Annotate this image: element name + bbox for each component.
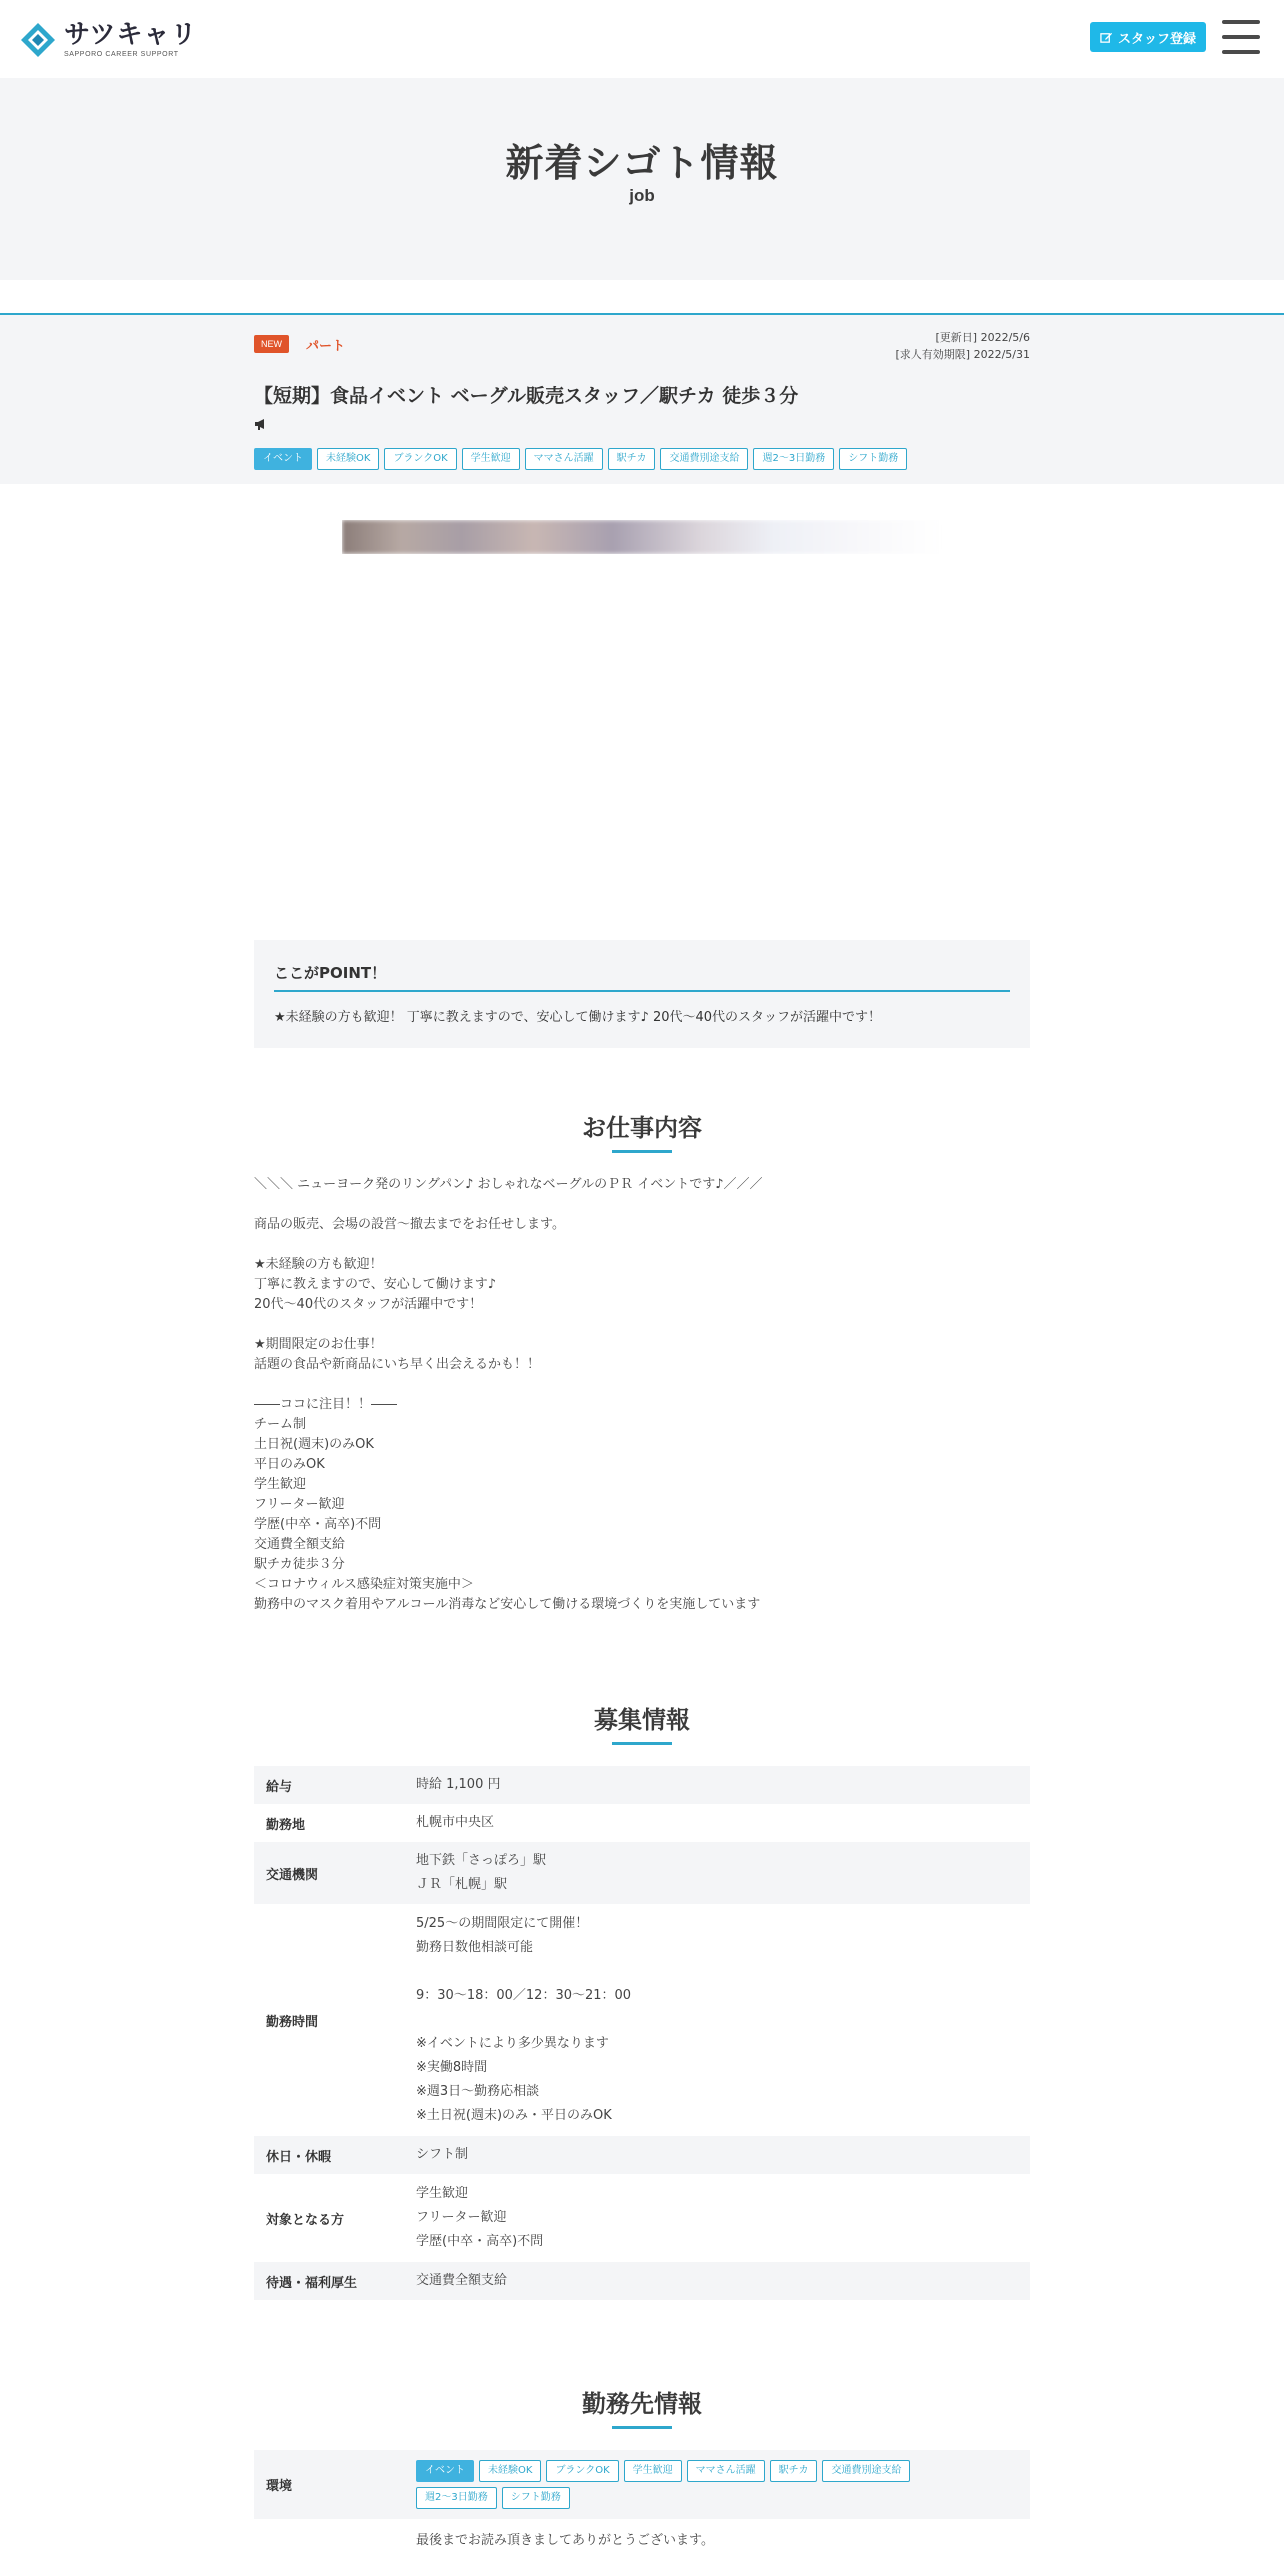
workplace-heading: 勤務先情報 bbox=[582, 2390, 702, 2418]
job-tag[interactable]: ブランクOK bbox=[384, 448, 456, 470]
recruit-row-label: 給与 bbox=[254, 1766, 412, 1804]
recruit-row-value: 札幌市中央区 bbox=[416, 1815, 495, 1830]
recruit-row bbox=[254, 2174, 1030, 2262]
expiry-date: [求人有効期限] 2022/5/31 bbox=[895, 348, 1030, 361]
megaphone-icon bbox=[254, 417, 268, 431]
job-tag[interactable]: 未経験OK bbox=[317, 448, 379, 470]
recruit-row-value: 交通費全額支給 bbox=[412, 2262, 1030, 2300]
recruit-row-value: 時給 1,100 円 bbox=[412, 1766, 1030, 1804]
recruit-row-label: 休日・休暇 bbox=[254, 2136, 412, 2174]
env-tag[interactable]: 未経験OK bbox=[479, 2460, 541, 2482]
staff-register-label: スタッフ登録 bbox=[1117, 31, 1196, 47]
recruit-row bbox=[254, 2136, 1030, 2174]
recruit-row bbox=[254, 1904, 1030, 2136]
env-tag[interactable]: シフト勤務 bbox=[502, 2487, 570, 2509]
new-badge: NEW bbox=[254, 335, 289, 353]
recruit-row-value: 5/25～の期間限定にて開催！ 勤務日数他相談可能 9：30～18：00／12：30～21：00 ※イベントにより多少異なります ※実働8時間 ※週3日～勤務応相談 ※土日祝(週末)のみ・平日のみOK bbox=[416, 1916, 632, 2123]
job-tag[interactable]: 交通費別途支給 bbox=[660, 448, 748, 470]
job-tags bbox=[254, 448, 1034, 470]
recruit-row-label: 待遇・福利厚生 bbox=[254, 2262, 412, 2300]
logo-text: サツキャリ bbox=[64, 20, 198, 50]
recruit-heading: 募集情報 bbox=[594, 1706, 690, 1734]
env-tag[interactable]: ブランクOK bbox=[546, 2460, 618, 2482]
recruit-row bbox=[254, 1804, 1030, 1842]
recruit-row bbox=[254, 1766, 1030, 1804]
updated-date: [更新日] 2022/5/6 bbox=[935, 331, 1030, 344]
recruit-table bbox=[254, 1766, 1030, 2300]
menu-icon[interactable] bbox=[1222, 20, 1260, 54]
workplace-table bbox=[254, 2450, 1030, 2558]
env-tag[interactable]: 交通費別途支給 bbox=[822, 2460, 910, 2482]
job-photo bbox=[342, 520, 942, 554]
logo-tagline: SAPPORO CAREER SUPPORT bbox=[64, 51, 179, 58]
work-heading: お仕事内容 bbox=[582, 1114, 702, 1142]
recruit-row-value: 地下鉄「さっぽろ」駅 ＪＲ「札幌」駅 bbox=[412, 1842, 1030, 1904]
job-header bbox=[0, 313, 1284, 484]
thanks-text: 最後までお読み頂きましてありがとうございます。 bbox=[416, 2533, 714, 2548]
env-tag[interactable]: ママさん活躍 bbox=[687, 2460, 765, 2482]
site-header bbox=[0, 0, 1284, 78]
staff-register-button[interactable] bbox=[1090, 22, 1206, 52]
env-tags bbox=[412, 2450, 992, 2519]
recruit-row-label: 交通機関 bbox=[254, 1842, 412, 1904]
recruit-row bbox=[254, 2262, 1030, 2300]
job-title: 【短期】食品イベント ベーグル販売スタッフ／駅チカ 徒歩３分 bbox=[254, 385, 799, 407]
recruit-heading-underline bbox=[612, 1742, 672, 1745]
point-box bbox=[254, 940, 1030, 1048]
recruit-row-value: 学生歓迎 フリーター歓迎 学歴(中卒・高卒)不問 bbox=[416, 2186, 544, 2249]
job-tag[interactable]: 学生歓迎 bbox=[462, 448, 520, 470]
job-tag[interactable]: シフト勤務 bbox=[839, 448, 907, 470]
job-tag[interactable]: ママさん活躍 bbox=[525, 448, 603, 470]
recruit-row-label: 勤務時間 bbox=[266, 2014, 319, 2030]
env-tag[interactable]: 学生歓迎 bbox=[624, 2460, 682, 2482]
env-row bbox=[254, 2450, 1030, 2519]
workplace-heading-underline bbox=[612, 2426, 672, 2429]
recruit-row-label: 対象となる方 bbox=[266, 2212, 345, 2228]
point-divider bbox=[274, 990, 1010, 992]
thanks-row bbox=[254, 2519, 1030, 2558]
recruit-row-value: シフト制 bbox=[412, 2136, 1030, 2174]
work-heading-underline bbox=[612, 1150, 672, 1153]
edit-icon bbox=[1100, 31, 1113, 44]
page-subtitle: job bbox=[629, 186, 655, 205]
page-hero bbox=[0, 78, 1284, 280]
work-description: ＼＼＼ ニューヨーク発のリングパン♪ おしゃれなベーグルのＰＲ イベントです♪／／／ 商品の販売、会場の設営～撤去までをお任せします。 ★未経験の方も歓迎！ 丁寧に教えますので、安心して働けます♪ 20代～40代のスタッフが活躍中です！ ★期間限定のお仕事！ 話題の食品や新商品にいち早く出会えるかも！！ ――ココに注目！！―― チーム制 土日祝(週末)のみOK 平日のみOK 学生歓迎 フリーター歓迎 学歴(中卒・高卒)不問 交通費全額支給 駅チカ徒歩３分 ＜コロナウィルス感染症対策実施中＞ 勤務中のマスク着用やアルコール消毒など安心して働ける環境づくりを実施しています bbox=[254, 1177, 763, 1612]
page-title: 新着シゴト情報 bbox=[505, 141, 779, 185]
env-tag[interactable]: イベント bbox=[416, 2460, 474, 2482]
job-dates bbox=[896, 329, 1030, 363]
site-logo[interactable] bbox=[20, 20, 197, 60]
point-text: ★未経験の方も歓迎！ 丁寧に教えますので、安心して働けます♪ 20代～40代のスタッフが活躍中です！ bbox=[274, 1010, 882, 1025]
env-tag[interactable]: 駅チカ bbox=[770, 2460, 818, 2482]
recruit-row bbox=[254, 1842, 1030, 1904]
logo-diamond-icon bbox=[20, 22, 56, 58]
job-tag[interactable]: 週2～3日勤務 bbox=[753, 448, 834, 470]
env-tag[interactable]: 週2～3日勤務 bbox=[416, 2487, 497, 2509]
job-type: パート bbox=[306, 339, 346, 354]
env-label: 環境 bbox=[254, 2450, 412, 2519]
job-tag[interactable]: イベント bbox=[254, 448, 312, 470]
point-title: ここがPOINT！ bbox=[274, 964, 387, 982]
job-tag[interactable]: 駅チカ bbox=[608, 448, 656, 470]
recruit-row-label: 勤務地 bbox=[266, 1817, 306, 1833]
